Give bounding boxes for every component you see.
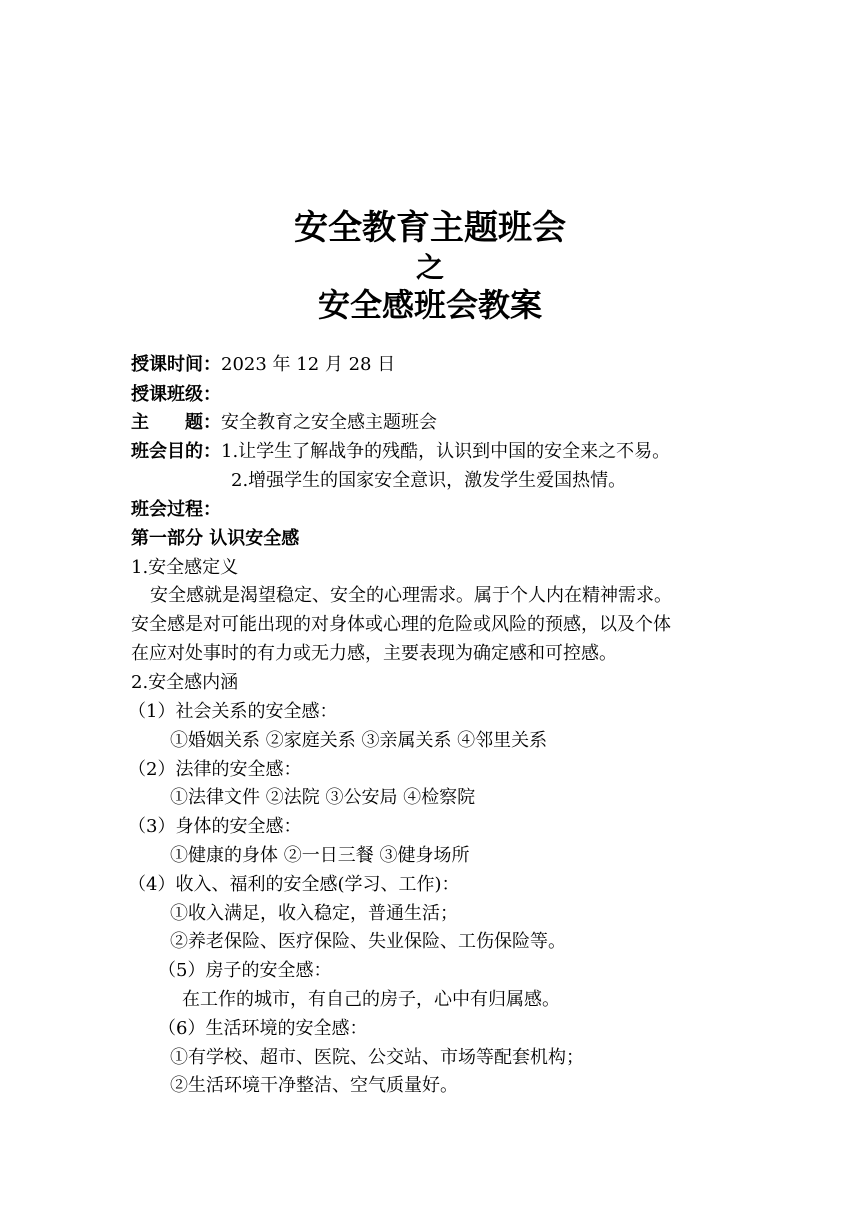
item-3-line-1: ①健康的身体 ②一日三餐 ③健身场所 (170, 845, 470, 866)
item-1-line-1: ①婚姻关系 ②家庭关系 ③亲属关系 ④邻里关系 (170, 730, 548, 751)
doc-subtitle: 安全感班会教案 (317, 286, 542, 324)
item-2-line-1: ①法律文件 ②法院 ③公安局 ④检察院 (170, 787, 476, 808)
doc-title: 安全教育主题班会 (294, 208, 566, 248)
item-4-label: （4）收入、福利的安全感(学习、工作)： (128, 874, 460, 895)
item-4-line-1: ①收入满足，收入稳定，普通生活； (170, 903, 458, 924)
section-1-paragraph-line-3: 在应对处事时的有力或无力感，主要表现为确定感和可控感。 (131, 643, 617, 664)
item-6-line-2: ②生活环境干净整洁、空气质量好。 (170, 1075, 458, 1096)
section-1-paragraph-line-2: 安全感是对可能出现的对身体或心理的危险或风险的预感，以及个体 (131, 614, 671, 635)
goal-1: 1.让学生了解战争的残酷，认识到中国的安全来之不易。 (221, 441, 671, 462)
item-2-label: （2）法律的安全感： (128, 759, 302, 780)
topic-row (131, 409, 437, 437)
class-label: 授课班级： (131, 384, 221, 405)
item-6-label: （6）生活环境的安全感： (158, 1018, 368, 1039)
section-2-title: 2.安全感内涵 (131, 672, 239, 693)
item-5-line-1: 在工作的城市，有自己的房子，心中有归属感。 (182, 989, 560, 1010)
item-5-label: （5）房子的安全感： (158, 960, 332, 981)
item-4-line-2: ②养老保险、医疗保险、失业保险、工伤保险等。 (170, 931, 566, 952)
goal-2: 2.增强学生的国家安全意识，激发学生爱国热情。 (231, 470, 627, 491)
item-1-label: （1）社会关系的安全感： (128, 701, 338, 722)
class-row (131, 381, 221, 409)
goal-label: 班会目的： (131, 441, 221, 462)
topic-label: 主 题： (131, 412, 221, 433)
process-label: 班会过程： (131, 499, 221, 520)
time-row (131, 351, 395, 379)
item-3-label: （3）身体的安全感： (128, 816, 302, 837)
part1-heading: 第一部分 认识安全感 (131, 528, 300, 549)
section-1-title: 1.安全感定义 (131, 557, 239, 578)
section-1-paragraph-line-1: 安全感就是渴望稳定、安全的心理需求。属于个人内在精神需求。 (150, 585, 672, 606)
topic-value: 安全教育之安全感主题班会 (221, 412, 437, 433)
doc-title-connector: 之 (415, 251, 444, 284)
time-value: 2023 年 12 月 28 日 (221, 354, 396, 375)
item-6-line-1: ①有学校、超市、医院、公交站、市场等配套机构； (170, 1047, 584, 1068)
goal-row (131, 438, 670, 466)
time-label: 授课时间： (131, 354, 221, 375)
